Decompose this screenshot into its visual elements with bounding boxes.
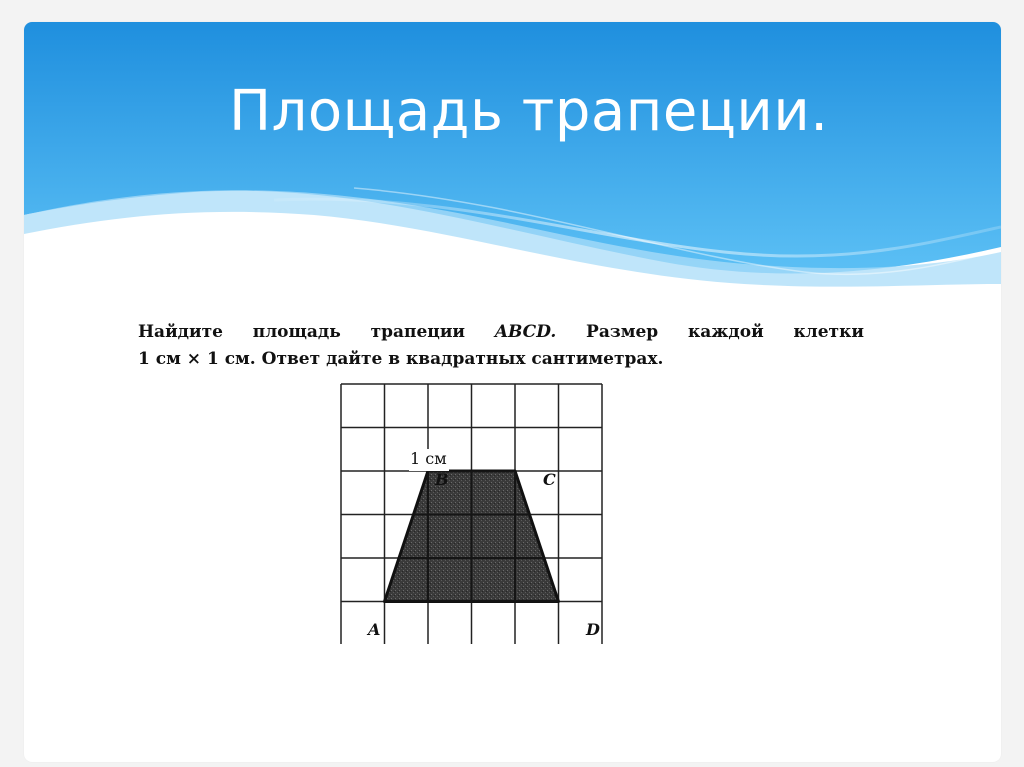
task-word: клетки <box>793 322 864 342</box>
unit-label: 1 см <box>410 449 447 468</box>
task-line-1 <box>138 319 864 346</box>
task-word: каждой <box>687 322 764 342</box>
trapezoid-grid-diagram <box>339 382 614 644</box>
slide-title: Площадь трапеции. <box>229 79 829 144</box>
trapezoid-figure <box>339 382 614 644</box>
task-word: Размер <box>586 322 659 342</box>
vertex-label-b: B <box>435 470 449 489</box>
task-line-2: 1 см × 1 см. Ответ дайте в квадратных сантиметрах. <box>138 349 664 369</box>
header-background <box>24 22 1001 322</box>
task-word: трапеции <box>370 322 466 342</box>
task-text <box>138 319 864 373</box>
slide <box>24 22 1001 762</box>
task-word-abcd: ABCD. <box>494 322 557 342</box>
vertex-label-d: D <box>586 620 600 639</box>
task-word: площадь <box>252 322 341 342</box>
vertex-label-a: A <box>368 620 381 639</box>
vertex-label-c: C <box>543 470 556 489</box>
task-word: Найдите <box>138 322 223 342</box>
